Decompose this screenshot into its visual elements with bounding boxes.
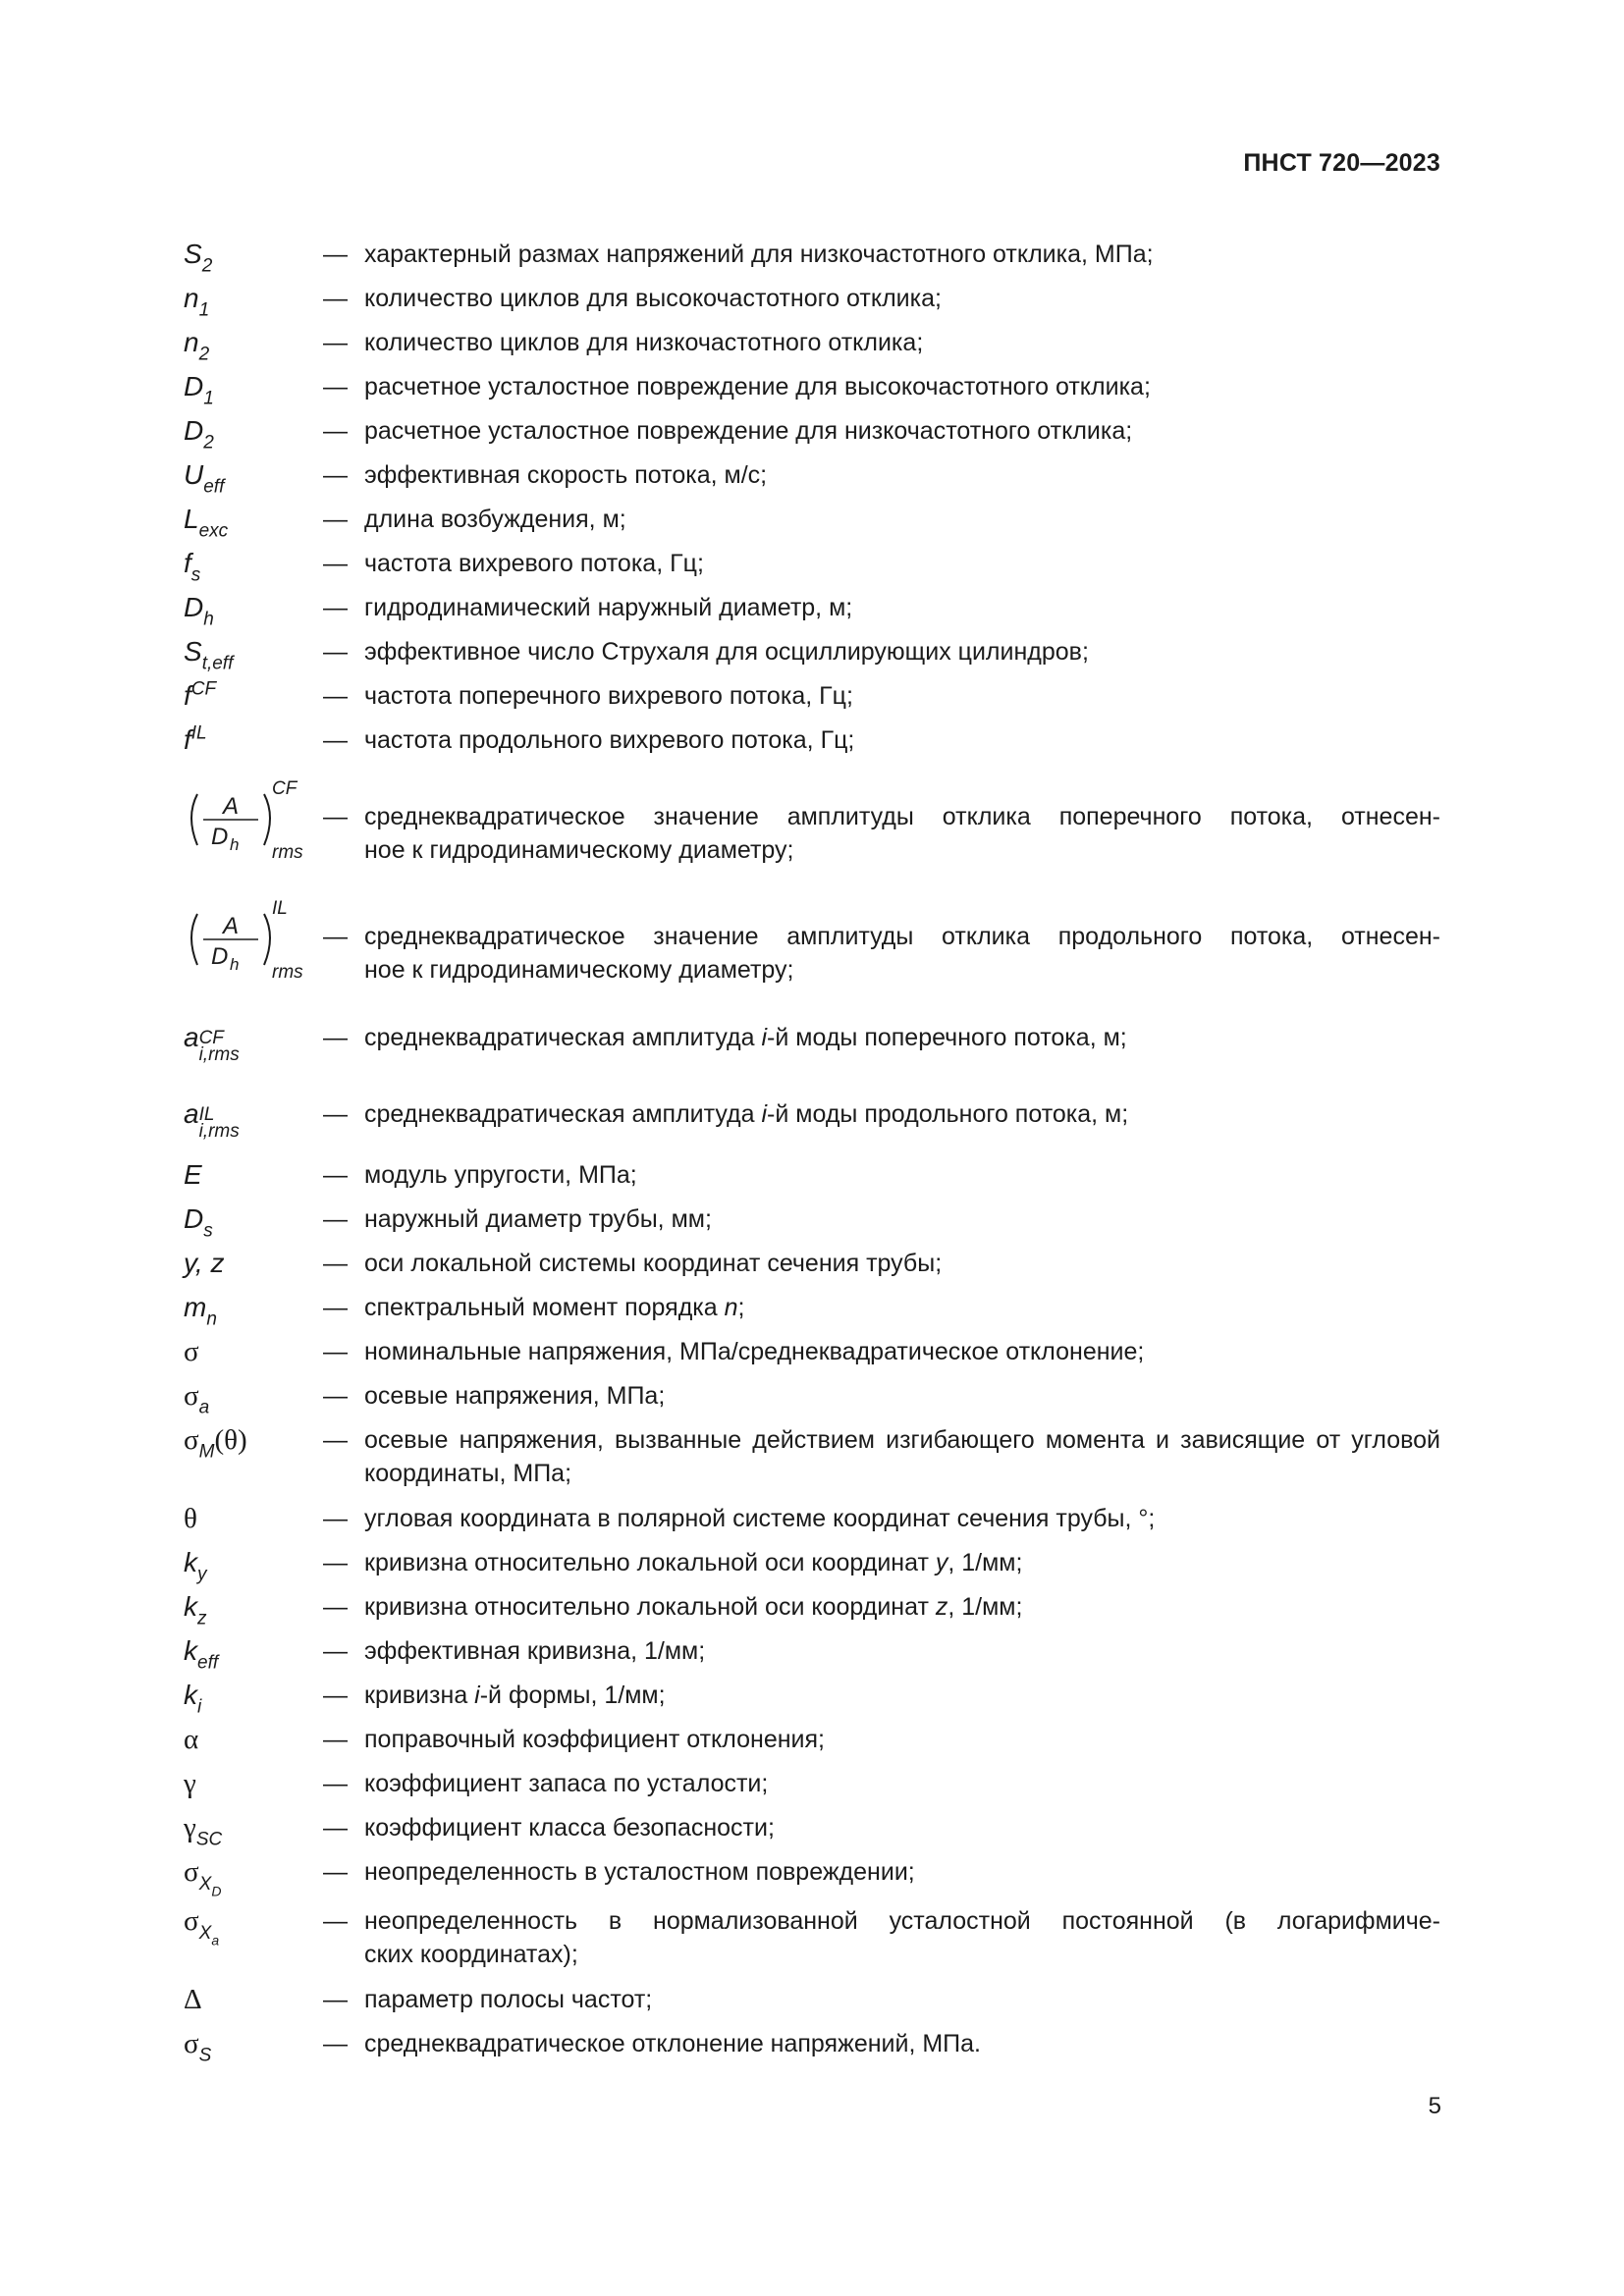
subscript: S — [198, 2045, 212, 2066]
definition-text: среднеквадратическая амплитуда — [364, 1100, 762, 1128]
symbol — [184, 1679, 321, 1718]
subscript: s — [203, 1220, 213, 1242]
sub-sup-stack — [199, 1030, 240, 1063]
symbol-definition: среднеквадратическое значение амплитуды отклика продольного потока, отнесен- ное к гидродинамическому диаметру; — [364, 923, 1440, 984]
normalized-amplitude-symbol — [184, 773, 321, 861]
flow-direction-superscript: CF — [272, 778, 298, 799]
definition-text: , 1/мм; — [947, 1593, 1023, 1621]
subscript — [198, 1922, 220, 1948]
greek-letter: θ — [184, 1503, 197, 1534]
sub-sup-stack — [199, 1106, 240, 1140]
em-dash: — — [323, 373, 348, 400]
symbol-letter: f — [184, 680, 191, 711]
symbol-definition: расчетное усталостное повреждение для низкочастотного отклика; — [364, 417, 1133, 445]
em-dash: — — [323, 1726, 348, 1753]
symbol — [184, 679, 321, 713]
subscript-letter: X — [198, 1873, 212, 1895]
symbol — [184, 1904, 321, 1948]
em-dash: — — [323, 550, 348, 577]
left-paren — [191, 794, 197, 845]
symbol-definition: эффективная скорость потока, м/с; — [364, 461, 768, 489]
subscript: M — [198, 1441, 215, 1463]
symbol-definition: эффективное число Струхаля для осциллирующих цилиндров; — [364, 638, 1089, 666]
definition-text: кривизна относительно локальной оси координат — [364, 1593, 936, 1621]
symbol — [184, 1767, 321, 1800]
page-number: 5 — [1428, 2093, 1441, 2119]
symbol-definition — [364, 1021, 1440, 1054]
definition-italic: y — [935, 1549, 948, 1576]
symbol-letter: a — [184, 1022, 199, 1052]
definition-italic: i — [474, 1682, 480, 1709]
symbol-letter: f — [184, 724, 191, 755]
symbol — [184, 723, 321, 757]
superscript: IL — [198, 1104, 215, 1125]
subscript: 1 — [203, 388, 214, 409]
symbol — [184, 1335, 321, 1368]
fraction-denominator: D — [211, 824, 229, 850]
subscript: exc — [198, 520, 229, 542]
subscript: s — [190, 564, 201, 586]
symbol-definition: неопределенность в нормализованной усталостной постоянной (в логарифмиче- ских координатах); — [364, 1907, 1440, 1968]
em-dash: — — [323, 2030, 348, 2057]
em-dash: — — [323, 1682, 348, 1709]
subscript: i — [197, 1696, 202, 1718]
definition-text: -й формы, 1/мм; — [479, 1682, 666, 1709]
symbol-letter: a — [184, 1098, 199, 1129]
symbol-definition: среднеквадратическое значение амплитуды отклика поперечного потока, отнесен- ное к гидродинамическому диаметру; — [364, 803, 1440, 864]
normalized-amplitude-symbol — [184, 892, 321, 981]
symbol-letter: n — [184, 327, 199, 357]
definition-italic: n — [724, 1294, 738, 1321]
symbol-letter: m — [184, 1292, 207, 1322]
symbol-definition — [364, 1291, 1440, 1324]
em-dash: — — [323, 1907, 348, 1935]
subscript: SC — [195, 1829, 223, 1850]
subscript: eff — [197, 1652, 219, 1674]
symbol-definition: параметр полосы частот; — [364, 1986, 653, 2013]
em-dash: — — [323, 1426, 348, 1454]
symbol-letter: D — [184, 592, 204, 622]
em-dash: — — [323, 1382, 348, 1410]
symbol — [184, 326, 321, 365]
em-dash: — — [323, 506, 348, 533]
em-dash: — — [323, 1814, 348, 1842]
definition-italic: i — [761, 1024, 768, 1051]
symbol-letter: y, z — [184, 1248, 225, 1278]
greek-letter: σ — [184, 1856, 199, 1888]
symbol-definition — [364, 1679, 1440, 1712]
subscript: t,eff — [201, 653, 234, 674]
em-dash: — — [323, 923, 348, 950]
symbol-definition: поправочный коэффициент отклонения; — [364, 1726, 825, 1753]
fraction-numerator: A — [222, 793, 240, 820]
symbol — [184, 1546, 321, 1585]
fraction-denominator: D — [211, 943, 229, 970]
em-dash: — — [323, 240, 348, 268]
em-dash: — — [323, 1250, 348, 1277]
symbol-letter: D — [184, 371, 204, 401]
subscript: z — [197, 1608, 207, 1629]
greek-letter: σ — [184, 2028, 199, 2059]
em-dash: — — [323, 285, 348, 312]
symbol — [184, 1202, 321, 1242]
symbol-definition — [364, 1097, 1440, 1131]
em-dash: — — [323, 1593, 348, 1621]
em-dash: — — [323, 1770, 348, 1797]
symbol — [184, 1811, 321, 1850]
symbol-letter: f — [184, 548, 191, 578]
em-dash: — — [323, 726, 348, 754]
symbol-definition: коэффициент запаса по усталости; — [364, 1770, 769, 1797]
em-dash: — — [323, 594, 348, 621]
symbol-letter: k — [184, 1547, 197, 1577]
subscript: 1 — [198, 299, 210, 321]
symbol — [184, 1502, 321, 1535]
subscript: n — [206, 1308, 217, 1330]
symbol-definition: среднеквадратическое отклонение напряжений, МПа. — [364, 2030, 981, 2057]
em-dash: — — [323, 461, 348, 489]
greek-letter: σ — [184, 1336, 199, 1367]
symbol — [184, 282, 321, 321]
symbol-definition: модуль упругости, МПа; — [364, 1161, 637, 1189]
em-dash: — — [323, 638, 348, 666]
subscript: 2 — [198, 344, 210, 365]
symbol-letter: E — [184, 1159, 202, 1190]
subscript — [198, 1873, 222, 1898]
definition-text: спектральный момент порядка — [364, 1294, 725, 1321]
greek-letter: γ — [184, 1768, 196, 1799]
subscript: i,rms — [198, 1044, 240, 1065]
symbol-definition: оси локальной системы координат сечения трубы; — [364, 1250, 943, 1277]
denominator-subscript: h — [230, 835, 240, 854]
symbol-letter: S — [184, 239, 202, 269]
em-dash: — — [323, 329, 348, 356]
fraction-numerator: A — [222, 913, 240, 939]
left-paren — [191, 914, 197, 965]
greek-letter: Δ — [184, 1984, 202, 2015]
symbol-definition: длина возбуждения, м; — [364, 506, 626, 533]
symbol-definition: осевые напряжения, МПа; — [364, 1382, 666, 1410]
symbol — [184, 458, 321, 498]
definition-text: ; — [737, 1294, 745, 1321]
definition-text: среднеквадратическая амплитуда — [364, 1024, 762, 1051]
right-paren — [264, 914, 270, 965]
definition-text: кривизна относительно локальной оси координат — [364, 1549, 936, 1576]
superscript: CF — [190, 678, 217, 700]
symbol-definition: расчетное усталостное повреждение для высокочастотного отклика; — [364, 373, 1151, 400]
symbol-definition: осевые напряжения, вызванные действием изгибающего момента и зависящие от угловой координаты, МПа; — [364, 1426, 1440, 1487]
superscript: CF — [198, 1028, 224, 1048]
rms-subscript: rms — [272, 842, 303, 863]
symbol-definition: номинальные напряжения, МПа/среднеквадратическое отклонение; — [364, 1338, 1145, 1365]
symbol-letter: n — [184, 283, 199, 313]
definition-italic: z — [935, 1593, 948, 1621]
symbol-definition: количество циклов для низкочастотного отклика; — [364, 329, 924, 356]
symbol — [184, 1291, 321, 1330]
definition-text: кривизна — [364, 1682, 475, 1709]
subscript-letter: X — [198, 1922, 212, 1944]
subscript: i,rms — [198, 1121, 240, 1142]
sub-subscript: D — [211, 1882, 222, 1898]
symbol — [184, 1983, 321, 2016]
symbol-letter: k — [184, 1680, 197, 1710]
symbol-definition: частота продольного вихревого потока, Гц; — [364, 726, 855, 754]
symbol-definition: коэффициент класса безопасности; — [364, 1814, 775, 1842]
em-dash: — — [323, 1549, 348, 1576]
subscript: y — [197, 1564, 207, 1585]
em-dash: — — [323, 1024, 348, 1051]
symbol-definition: частота поперечного вихревого потока, Гц; — [364, 682, 853, 710]
symbol — [184, 547, 321, 586]
symbol-letter: U — [184, 459, 204, 490]
symbol-definition: угловая координата в полярной системе координат сечения трубы, °; — [364, 1505, 1156, 1532]
definition-text: -й моды поперечного потока, м; — [767, 1024, 1127, 1051]
document-header: ПНСТ 720—2023 — [1243, 149, 1440, 177]
definition-italic: i — [761, 1100, 768, 1128]
em-dash: — — [323, 682, 348, 710]
greek-letter: σ — [184, 1424, 199, 1456]
symbol — [184, 414, 321, 454]
symbol-definition: эффективная кривизна, 1/мм; — [364, 1637, 706, 1665]
symbol — [184, 1723, 321, 1756]
symbol — [184, 1247, 321, 1280]
symbol — [184, 1021, 321, 1063]
em-dash: — — [323, 1986, 348, 2013]
symbol — [184, 238, 321, 277]
symbol — [184, 1634, 321, 1674]
symbol-letter: D — [184, 1203, 204, 1234]
symbol-letter: k — [184, 1591, 197, 1622]
symbol-definition: характерный размах напряжений для низкочастотного отклика, МПа; — [364, 240, 1154, 268]
em-dash: — — [323, 1505, 348, 1532]
definition-text: , 1/мм; — [947, 1549, 1023, 1576]
symbol-definition: гидродинамический наружный диаметр, м; — [364, 594, 853, 621]
symbol-letter: S — [184, 636, 202, 667]
symbol-letter: D — [184, 415, 204, 446]
definition-text: -й моды продольного потока, м; — [767, 1100, 1129, 1128]
symbol-definition — [364, 1590, 1440, 1624]
em-dash: — — [323, 1338, 348, 1365]
symbol-letter: k — [184, 1635, 197, 1666]
greek-letter: σ — [184, 1905, 199, 1937]
em-dash: — — [323, 1637, 348, 1665]
symbol — [184, 2027, 321, 2066]
symbol-definition — [364, 1546, 1440, 1579]
symbol — [184, 1097, 321, 1140]
em-dash: — — [323, 1858, 348, 1886]
symbol-definition: частота вихревого потока, Гц; — [364, 550, 704, 577]
denominator-subscript: h — [230, 955, 240, 974]
subscript: 2 — [203, 432, 214, 454]
em-dash: — — [323, 1205, 348, 1233]
flow-direction-superscript: IL — [272, 898, 288, 919]
symbol-definition: количество циклов для высокочастотного отклика; — [364, 285, 942, 312]
symbol — [184, 1158, 321, 1192]
greek-letter: γ — [184, 1812, 196, 1843]
symbol — [184, 635, 321, 674]
symbol — [184, 591, 321, 630]
symbol — [184, 1590, 321, 1629]
symbol — [184, 370, 321, 409]
em-dash: — — [323, 1100, 348, 1128]
em-dash: — — [323, 417, 348, 445]
greek-letter: α — [184, 1724, 199, 1755]
right-paren — [264, 794, 270, 845]
subscript: a — [198, 1397, 210, 1418]
symbol-letter: L — [184, 504, 199, 534]
symbol-definition: наружный диаметр трубы, мм; — [364, 1205, 712, 1233]
symbol — [184, 1855, 321, 1898]
symbol — [184, 1423, 321, 1463]
symbol-argument: (θ) — [214, 1424, 247, 1456]
subscript: h — [203, 609, 214, 630]
subscript: 2 — [201, 255, 213, 277]
greek-letter: σ — [184, 1380, 199, 1412]
em-dash: — — [323, 803, 348, 830]
superscript: IL — [190, 722, 207, 744]
sub-subscript: a — [211, 1931, 220, 1948]
em-dash: — — [323, 1161, 348, 1189]
symbol — [184, 503, 321, 542]
em-dash: — — [323, 1294, 348, 1321]
subscript: eff — [203, 476, 225, 498]
symbol-definition: неопределенность в усталостном повреждении; — [364, 1858, 915, 1886]
symbol — [184, 1379, 321, 1418]
rms-subscript: rms — [272, 962, 303, 983]
